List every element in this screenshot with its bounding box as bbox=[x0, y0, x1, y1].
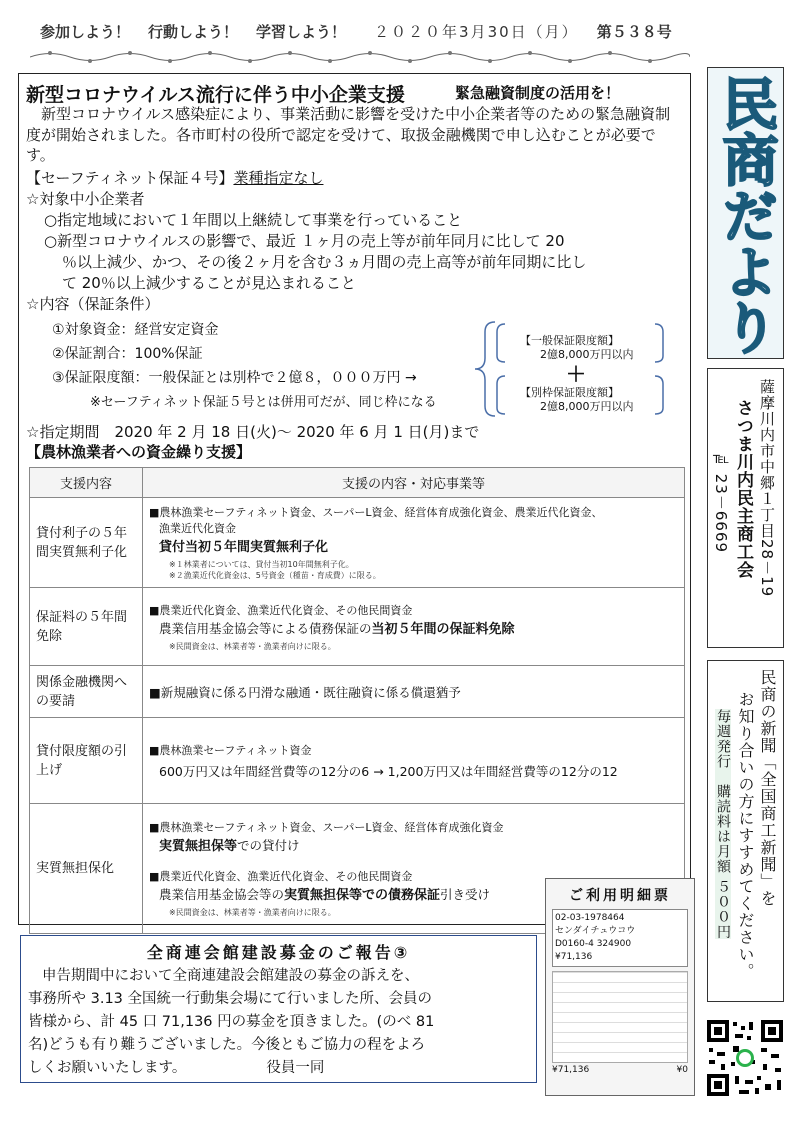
row-label: 関係金融機関への要請 bbox=[30, 666, 143, 718]
report-line: 申告期間中において全商連建設会館建設の募金の訴えを、 bbox=[42, 968, 419, 984]
row-line: 引き受け bbox=[440, 887, 491, 902]
table-row bbox=[30, 498, 685, 588]
masthead-title bbox=[707, 70, 784, 360]
row-bold: 貸付当初５年間実質無利子化 bbox=[159, 540, 329, 555]
receipt-account: 02-03-1978464 bbox=[555, 913, 625, 923]
org-name: さつま川内民主商工会 bbox=[733, 399, 753, 579]
receipt-title: ご利用明細票 bbox=[569, 888, 671, 904]
row-note: ※１林業者については、貸付当初10年間無利子化。 bbox=[169, 560, 354, 569]
header-bar bbox=[40, 18, 760, 44]
row-line: ■農林漁業セーフティネット資金 bbox=[149, 743, 312, 757]
receipt-zero: ¥0 bbox=[676, 1065, 688, 1075]
receipt-number: 324900 bbox=[596, 939, 632, 949]
ad-line-3: 毎週発行 購読料は月額 ５００円 bbox=[715, 709, 731, 940]
receipt-image bbox=[545, 878, 695, 1096]
row-label: 保証料の５年間免除 bbox=[30, 588, 143, 666]
issue-date: ２０２０年3月30日（月） bbox=[374, 22, 579, 41]
row-line: での貸付け bbox=[237, 838, 300, 853]
content-heading: ☆内容（保証条件） bbox=[26, 295, 160, 313]
row-line: 漁業近代化資金 bbox=[159, 522, 236, 535]
report-line: しくお願いいたします。 bbox=[28, 1060, 187, 1076]
address-text: 薩摩川内市中郷１丁目28－19 bbox=[758, 379, 776, 598]
report-line: 事務所や 3.13 全国統一行動集会場にて行いました所、会員の bbox=[28, 991, 433, 1007]
row-content bbox=[143, 498, 685, 588]
limit-special-label: 【別枠保証限度額】 bbox=[520, 386, 619, 399]
target-2c: て 20％以上減少することが見込まれること bbox=[62, 274, 356, 292]
no-industry-label: 業種指定なし bbox=[233, 169, 324, 187]
slogan-2: 行動しよう！ bbox=[148, 22, 239, 41]
article-subtitle: 緊急融資制度の活用を！ bbox=[455, 84, 621, 102]
vine-divider bbox=[30, 50, 690, 64]
address-box bbox=[707, 368, 784, 648]
row-note: ※民間資金は、林業者等・漁業者向けに限る。 bbox=[169, 641, 336, 651]
ad-line-2: お知り合いの方にすすめてください。 bbox=[736, 691, 755, 980]
safety-net-label: 【セーフティネット保証４号】 bbox=[26, 169, 234, 187]
row-bold: 実質無担保等 bbox=[159, 839, 238, 854]
receipt-amount: ¥71,136 bbox=[555, 952, 593, 962]
row-bold: 実質無担保等での債務保証 bbox=[284, 888, 441, 903]
row-line: ■農林漁業セーフティネット資金、スーパーL資金、経営体育成強化資金 bbox=[149, 821, 504, 834]
receipt-total: ¥71,136 bbox=[552, 1065, 590, 1075]
table-row bbox=[30, 666, 685, 718]
report-sign: 役員一同 bbox=[266, 1060, 325, 1076]
row-label: 貸付限度額の引上げ bbox=[30, 718, 143, 804]
report-line: 名)どうも有り難うございました。今後ともご協力の程をよろ bbox=[28, 1037, 426, 1053]
condition-1: ①対象資金：経営安定資金 bbox=[52, 322, 219, 338]
row-note: ※２漁業近代化資金は、5号資金（種苗・育成費）に限る。 bbox=[169, 571, 381, 580]
target-2a: ○新型コロナウイルスの影響で、最近 １ヶ月の売上等が前年同月に比して 20 bbox=[44, 232, 565, 250]
row-bold: 当初５年間の保証料免除 bbox=[371, 621, 515, 637]
agri-heading: 【農林漁業者への資金繰り支援】 bbox=[26, 443, 252, 461]
period-line: ☆指定期間 2020 年 2 月 18 日(火)～ 2020 年 6 月 1 日(月)まで bbox=[26, 423, 480, 441]
row-label: 実質無担保化 bbox=[30, 804, 143, 934]
qr-code-icon[interactable] bbox=[705, 1018, 785, 1098]
tel-number: ℡ 23－6669 bbox=[712, 449, 730, 554]
article-title: 新型コロナウイルス流行に伴う中小企業支援 bbox=[26, 84, 405, 106]
report-line: 皆様から、計 45 口 71,136 円の募金を頂きました。(のべ 81 bbox=[28, 1014, 435, 1030]
row-line: 600万円又は年間経営費等の12分の6 → 1,200万円又は年間経営費等の12分の12 bbox=[159, 763, 618, 779]
target-2b: ％以上減少、かつ、その後２ヶ月を含む３ヵ月間の売上高等が前年同期に比し bbox=[62, 253, 587, 271]
row-label: 貸付利子の５年間実質無利子化 bbox=[30, 498, 143, 588]
report-body bbox=[28, 965, 533, 1080]
row-line: ■農業近代化資金、漁業近代化資金、その他民間資金 bbox=[149, 870, 413, 883]
limit-general-value: 2億8,000万円以内 bbox=[540, 348, 634, 361]
table-header-row bbox=[30, 468, 685, 498]
table-row bbox=[30, 718, 685, 804]
slogan-1: 参加しよう！ bbox=[40, 22, 131, 41]
row-line: ■新規融資に係る円滑な融通・既往融資に係る償還猶予 bbox=[149, 684, 461, 700]
condition-3: ③保証限度額：一般保証とは別枠で２億８，０００万円 → bbox=[52, 370, 417, 386]
support-table bbox=[29, 467, 685, 934]
newspaper-ad-box bbox=[707, 660, 784, 1002]
row-note: ※民間資金は、林業者等・漁業者向けに限る。 bbox=[169, 908, 336, 917]
condition-3-note: ※セーフティネット保証５号とは併用可だが、同じ枠になる bbox=[90, 395, 437, 410]
plus-sign: ＋ bbox=[566, 362, 586, 386]
ad-line-1: 民商の新聞「全国商工新聞」を bbox=[758, 669, 777, 907]
limit-special-value: 2億8,000万円以内 bbox=[540, 400, 634, 413]
condition-2: ②保証割合：100%保証 bbox=[52, 346, 203, 362]
receipt-office: センダイチュウコウ bbox=[555, 926, 636, 936]
row-line: ■農林漁業セーフティネット資金、スーパーL資金、経営体育成強化資金、農業近代化資金、 bbox=[149, 506, 603, 519]
limit-general-label: 【一般保証限度額】 bbox=[520, 334, 619, 347]
issue-number: 第５３８号 bbox=[596, 22, 672, 41]
target-1: ○指定地域において１年間以上継続して事業を行っていること bbox=[44, 211, 463, 229]
receipt-code: D0160-4 bbox=[555, 939, 594, 949]
table-header-cell: 支援の内容・対応事業等 bbox=[143, 468, 685, 498]
safety-net-line bbox=[26, 168, 323, 188]
table-row bbox=[30, 588, 685, 666]
row-content bbox=[143, 718, 685, 804]
table-header-cell: 支援内容 bbox=[30, 468, 143, 498]
row-line: 農業信用基金協会等による債務保証の bbox=[159, 620, 372, 636]
row-line: 農業信用基金協会等の bbox=[159, 887, 285, 902]
masthead-text: 民商だより bbox=[713, 75, 779, 355]
row-content bbox=[143, 666, 685, 718]
target-heading: ☆対象中小企業者 bbox=[26, 190, 145, 208]
row-line: ■農業近代化資金、漁業近代化資金、その他民間資金 bbox=[149, 603, 413, 617]
slogan-3: 学習しよう！ bbox=[256, 22, 347, 41]
row-content bbox=[143, 588, 685, 666]
article-intro: 新型コロナウイルス感染症により、事業活動に影響を受けた中小企業者等のための緊急融資制度が開始されました。各市町村の役所で認定を受けて、取扱金融機関で申し込むことが必要です。 bbox=[26, 105, 671, 164]
report-title: 全商連会館建設募金のご報告③ bbox=[146, 943, 411, 962]
